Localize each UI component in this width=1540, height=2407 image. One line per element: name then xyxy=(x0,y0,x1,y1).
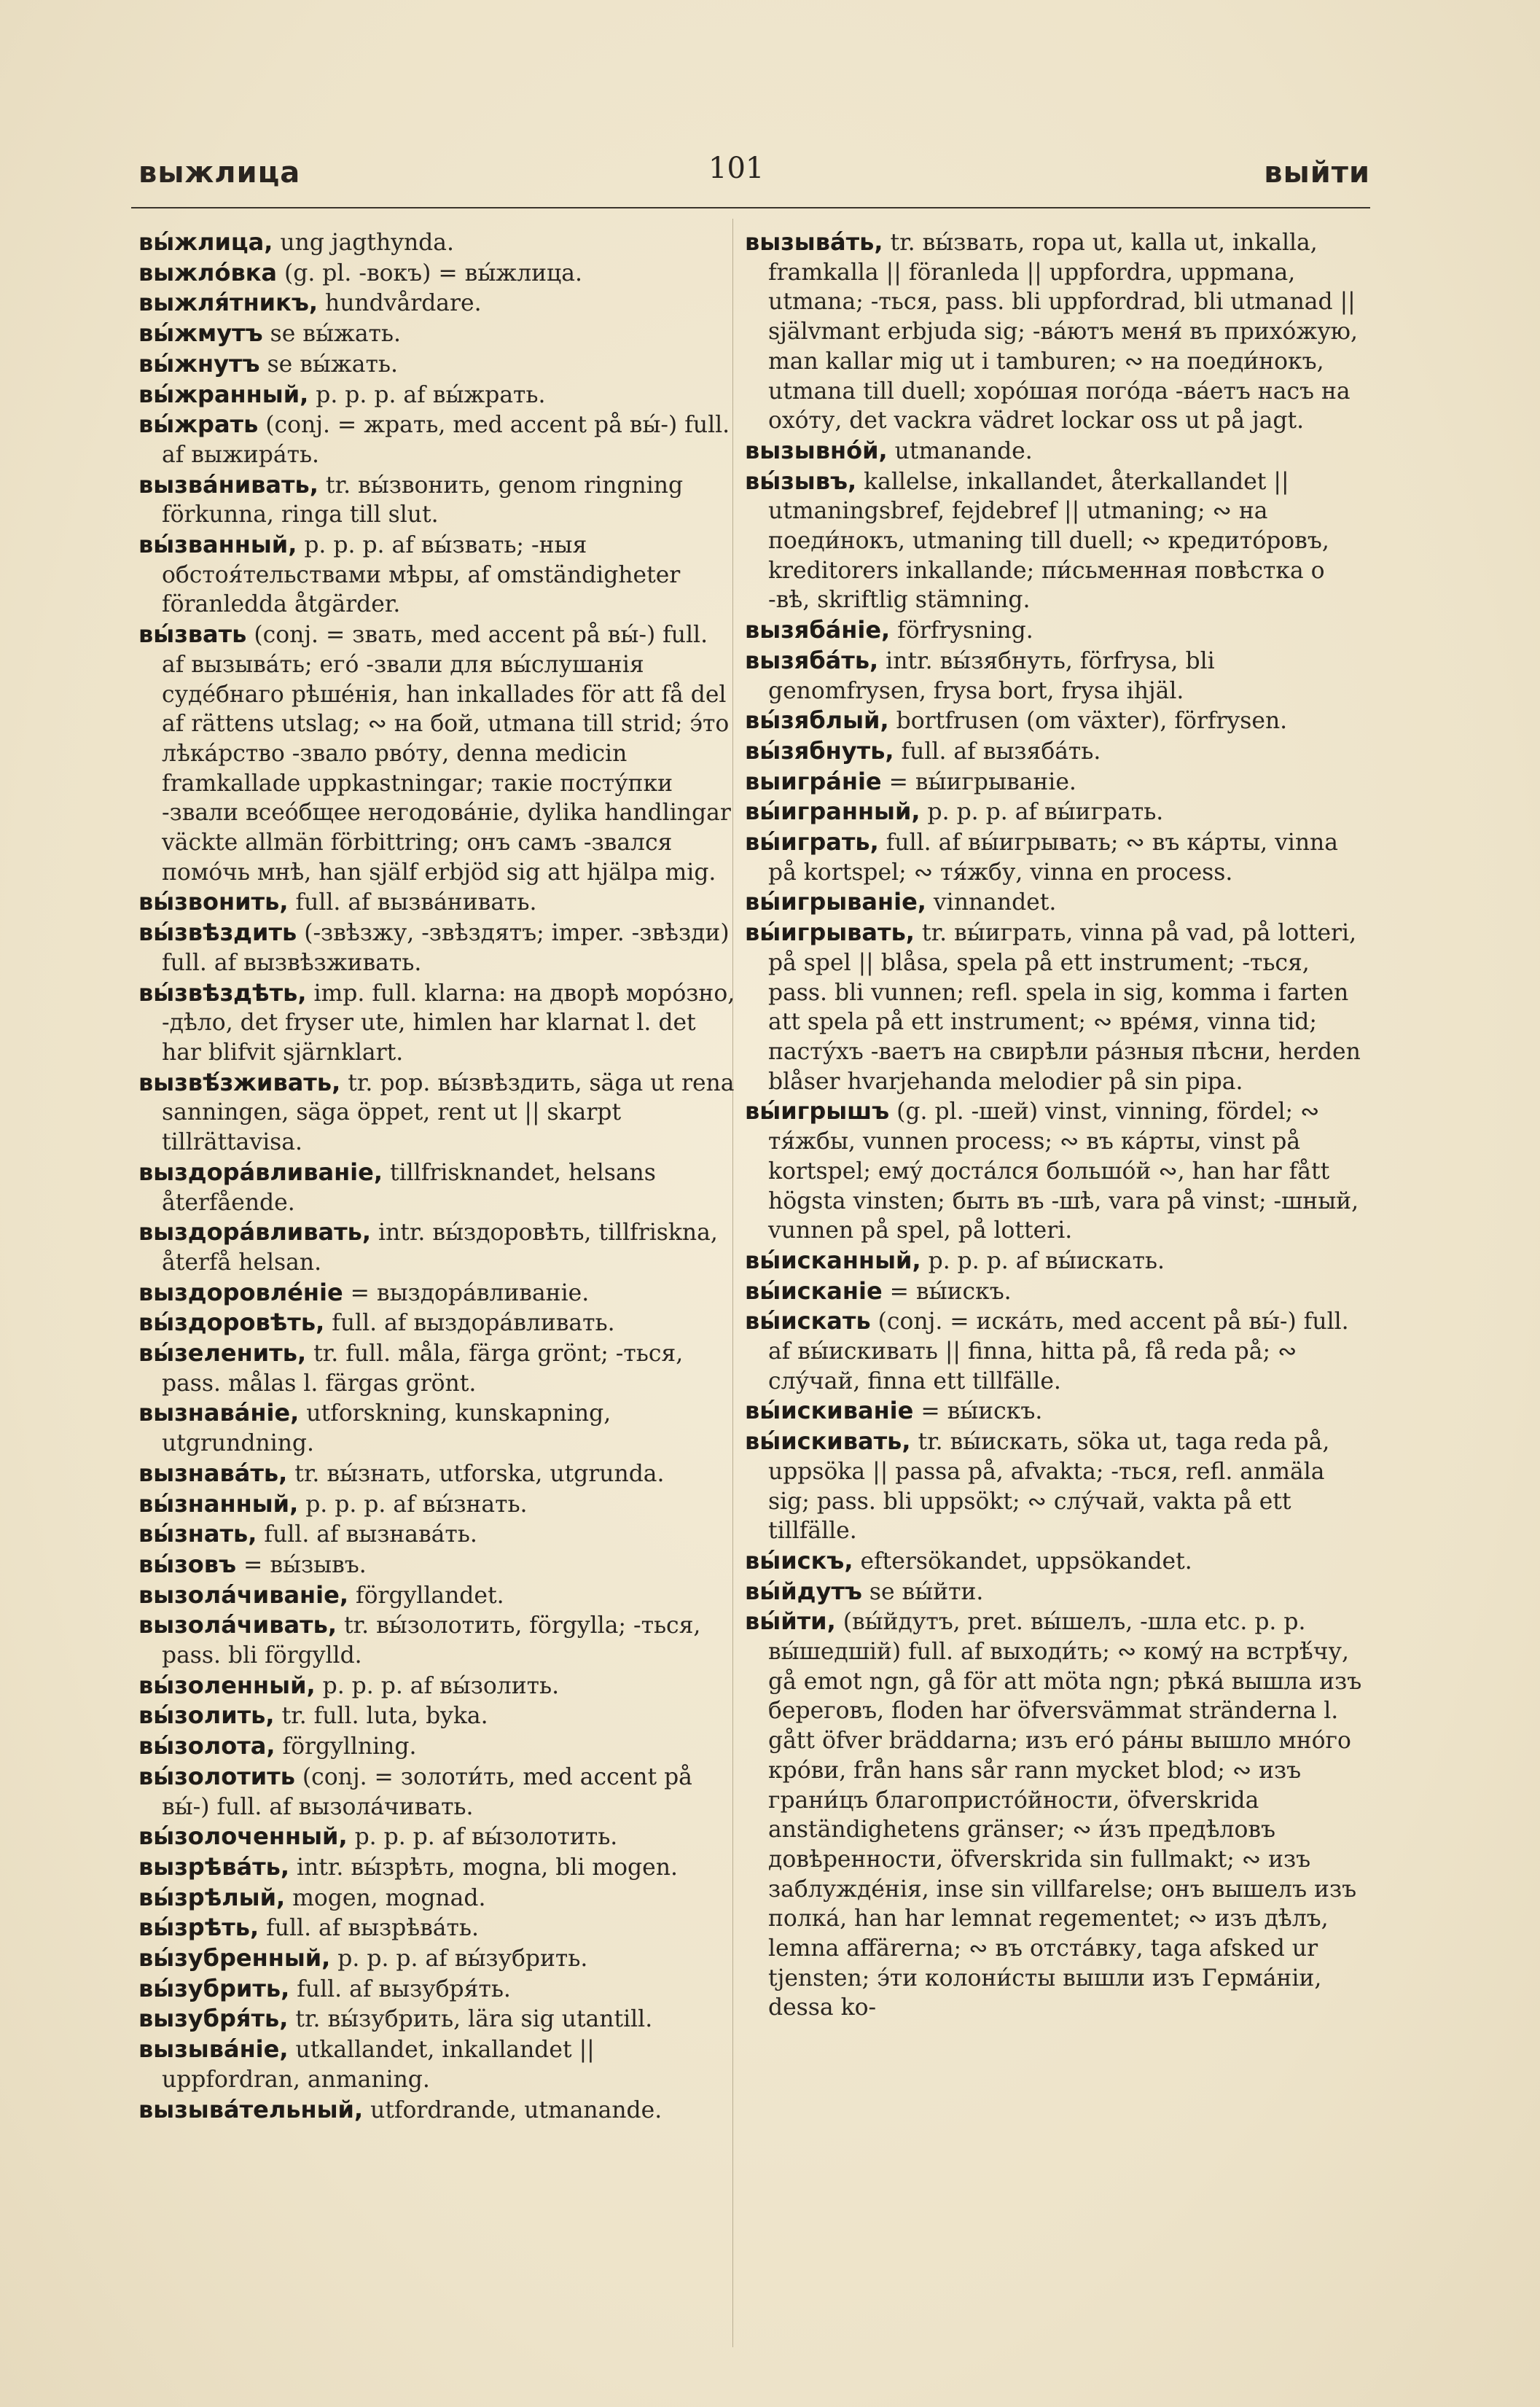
dictionary-entry xyxy=(138,1974,736,2005)
entry-definition: tillfrisknandet, helsans återfående. xyxy=(162,1159,656,1216)
entry-definition: = вы́зывъ. xyxy=(236,1551,367,1578)
dictionary-entry xyxy=(138,620,736,887)
entry-headword: вы́жрать xyxy=(138,410,259,439)
entry-headword: вы́йти, xyxy=(745,1607,836,1636)
entry-definition: se вы́жать. xyxy=(262,321,401,348)
entry-headword: вызрѣва́ть, xyxy=(138,1852,290,1881)
dictionary-entry xyxy=(745,436,1372,467)
entry-headword: вы́званный, xyxy=(138,531,297,559)
entry-definition: imp. full. klarna: на дворѣ моро́зно, -дѣло, det fryser ute, himlen har klarnat l. det har blifvit sjärnklart. xyxy=(162,980,735,1066)
dictionary-entry xyxy=(138,410,736,469)
entry-headword: вызыва́ть, xyxy=(745,228,883,256)
dictionary-entry xyxy=(138,887,736,918)
dictionary-entry xyxy=(138,227,736,258)
dictionary-entry xyxy=(138,1943,736,1974)
entry-definition: p. p. p. af вы́жрать. xyxy=(308,381,546,408)
entry-definition: tr. вы́золотить, förgylla; -ться, pass. bli förgylld. xyxy=(162,1612,701,1669)
entry-headword: вы́зяблый, xyxy=(745,706,889,735)
dictionary-entry xyxy=(138,1158,736,1217)
dictionary-entry xyxy=(138,1278,736,1308)
dictionary-entry xyxy=(745,918,1372,1096)
entry-headword: выздора́вливаніе, xyxy=(138,1158,383,1186)
entry-headword: вы́зрѣть, xyxy=(138,1913,259,1942)
dictionary-entry xyxy=(138,978,736,1068)
entry-definition: ung jagthynda. xyxy=(273,230,454,256)
dictionary-entry xyxy=(745,706,1372,736)
entry-headword: выжля́тникъ, xyxy=(138,289,318,317)
dictionary-entry xyxy=(138,1308,736,1338)
entry-headword: вы́игранный, xyxy=(745,797,921,826)
entry-definition: (-звѣзжу, -звѣздятъ; imper. -звѣзди) full. af вызвѣзживать. xyxy=(162,920,730,976)
entry-headword: вы́игрышъ xyxy=(745,1097,890,1126)
entry-headword: вы́знать, xyxy=(138,1520,257,1548)
dictionary-entry xyxy=(138,1217,736,1277)
entry-definition: tr. pop. вы́звѣздить, säga ut rena sanningen, säga öppet, rent ut || skarpt tillrättavisa. xyxy=(162,1069,735,1156)
entry-headword: вы́зубрить, xyxy=(138,1974,290,2002)
entry-definition: kallelse, inkallandet, återkallandet || utmaningsbref, fejdebref || utmaning; ∾ на поеди́нокъ, utmaning till duell; ∾ кредито́ровъ, kreditorers inkallande; пи́сьменная повѣстка о -вѣ, skriftlig stämning. xyxy=(768,468,1329,614)
entry-headword: вы́зеленить, xyxy=(138,1339,307,1368)
entry-headword: вы́йдутъ xyxy=(745,1577,862,1605)
entry-headword: выздора́вливать, xyxy=(138,1218,371,1247)
entry-definition: full. af вызрѣва́ть. xyxy=(259,1915,479,1942)
entry-headword: вы́играть, xyxy=(745,828,879,857)
entry-headword: выздоровлéніе xyxy=(138,1278,343,1306)
entry-definition: bortfrusen (om växter), förfrysen. xyxy=(888,708,1288,735)
dictionary-entry xyxy=(138,1671,736,1701)
dictionary-entry xyxy=(138,1610,736,1670)
entry-headword: вы́жранный, xyxy=(138,380,309,408)
entry-definition: förgyllning. xyxy=(275,1733,417,1760)
dictionary-entry xyxy=(138,1398,736,1458)
dictionary-entry xyxy=(745,1246,1372,1276)
entry-headword: вы́золить, xyxy=(138,1701,275,1730)
dictionary-entry xyxy=(138,380,736,410)
entry-definition: tr. full. måla, färga grönt; -ться, pass. målas l. färgas grönt. xyxy=(162,1341,684,1397)
entry-headword: вызола́чиваніе, xyxy=(138,1580,348,1609)
entry-definition: (conj. = золоти́ть, med accent på вы́-) full. af вызола́чивать. xyxy=(162,1763,692,1820)
entry-headword: вы́игрываніе, xyxy=(745,888,926,916)
entry-headword: вы́жнутъ xyxy=(138,349,260,378)
entry-definition: tr. вы́звонить, genom ringning förkunna, ringa till slut. xyxy=(162,472,684,528)
entry-definition: p. p. p. af вы́золить. xyxy=(315,1672,560,1699)
entry-definition: utforskning, kunskapning, utgrundning. xyxy=(162,1400,611,1457)
header-rule xyxy=(131,207,1370,208)
entry-definition: vinnandet. xyxy=(926,889,1057,916)
entry-definition: intr. вы́зябнуть, förfrysa, bli genomfrysen, frysa bort, frysa ihjäl. xyxy=(768,647,1215,704)
dictionary-entry xyxy=(138,1550,736,1580)
entry-definition: se вы́жать. xyxy=(259,351,398,378)
entry-headword: вы́искать xyxy=(745,1307,871,1335)
entry-headword: вы́игрывать, xyxy=(745,918,915,947)
entry-definition: (вы́йдутъ, pret. вы́шелъ, -шла etc. p. p. вы́шедшій) full. af выходи́ть; ∾ кому́ на встрѣ́чу, gå emot ngn, gå för att möta ngn; рѣка́ вышла изъ береговъ, floden har öfversvämmat stränderna l. gått öfver bräddarna; изъ его́ ра́ны вышло мно́го кро́ви, från hans sår rann mycket blod; ∾ изъ грани́цъ благопристо́йности, öfverskrida anständighetens gränser; ∾ и́зъ предѣловъ довѣренности, öfverskrida sin fullmakt; ∾ изъ заблужде́нія, inse sin villfarelse; онъ вышелъ изъ полка́, han har lemnat regementet; ∾ изъ дѣлъ, lemna affärerna; ∾ въ отста́вку, taga afsked ur tjensten; э́ти колони́сты вышли изъ Герма́ніи, dessa ko- xyxy=(768,1609,1362,2021)
entry-definition: tr. вы́играть, vinna på vad, på lotteri, på spel || blåsa, spela på ett instrument; -ться, pass. bli vunnen; refl. spela in sig, komma i farten att spela på ett instrument; ∾ вре́мя, vinna tid; пасту́хъ -ваетъ на свирѣли ра́зныя пѣсни, herden blåser hvarjehanda melodier på sin pipa. xyxy=(768,920,1361,1095)
entry-headword: вы́жлица, xyxy=(138,228,273,256)
entry-headword: вы́звѣздѣть, xyxy=(138,978,307,1007)
entry-definition: full. af вызяба́ть. xyxy=(894,738,1101,765)
dictionary-entry xyxy=(138,1731,736,1762)
dictionary-entry xyxy=(138,1701,736,1731)
entry-headword: вызыва́тельный, xyxy=(138,2095,364,2123)
entry-headword: вызва́нивать, xyxy=(138,470,318,499)
entry-headword: вы́зовъ xyxy=(138,1550,237,1578)
entry-headword: вы́зубренный, xyxy=(138,1944,331,1973)
dictionary-entry xyxy=(138,319,736,349)
dictionary-entry xyxy=(745,797,1372,827)
entry-definition: hundvårdare. xyxy=(318,290,482,317)
entry-definition: (conj. = иска́ть, med accent på вы́-) full. af вы́искивать || finna, hitta på, få reda på; ∾ слу́чай, finna ett tillfälle. xyxy=(768,1308,1349,1394)
page-number: 101 xyxy=(708,152,765,185)
dictionary-entry xyxy=(138,470,736,530)
entry-definition: (conj. = жрать, med accent på вы́-) full. af выжира́ть. xyxy=(162,412,730,468)
dictionary-entry xyxy=(138,1883,736,1913)
entry-headword: вызяба́ніе, xyxy=(745,616,891,644)
page-header xyxy=(131,152,1370,207)
entry-definition: p. p. p. af вы́играть. xyxy=(920,799,1164,826)
dictionary-entry xyxy=(745,827,1372,887)
entry-headword: вызыва́ніе, xyxy=(138,2035,289,2064)
entry-headword: вы́зрѣлый, xyxy=(138,1883,286,1911)
dictionary-entry xyxy=(138,349,736,380)
dictionary-entry xyxy=(745,615,1372,646)
dictionary-entry xyxy=(138,258,736,289)
dictionary-entry xyxy=(745,646,1372,706)
entry-definition: förgyllandet. xyxy=(348,1582,504,1609)
entry-definition: utmanande. xyxy=(887,437,1033,464)
entry-headword: вызнава́ніе, xyxy=(138,1399,300,1427)
dictionary-entry xyxy=(745,1546,1372,1577)
entry-definition: förfrysning. xyxy=(890,617,1033,644)
entry-headword: вызубря́ть, xyxy=(138,2005,289,2033)
entry-definition: intr. вы́зрѣть, mogna, bli mogen. xyxy=(289,1854,678,1881)
dictionary-entry xyxy=(138,1822,736,1852)
entry-definition: tr. вы́зубрить, lära sig utantill. xyxy=(288,2006,653,2033)
dictionary-entry xyxy=(745,1577,1372,1607)
entry-definition: full. af вы́игрывать; ∾ въ ка́рты, vinna på kortspel; ∾ тя́жбу, vinna en process. xyxy=(768,830,1338,886)
entry-headword: вы́зябнуть, xyxy=(745,736,894,765)
entry-headword: вы́искиваніе xyxy=(745,1397,914,1425)
entry-headword: вызывно́й, xyxy=(745,436,888,464)
entry-definition: eftersökandet, uppsökandet. xyxy=(853,1548,1192,1575)
entry-definition: full. af выздора́вливать. xyxy=(324,1310,615,1337)
dictionary-entry xyxy=(138,1068,736,1158)
entry-definition: = выздора́вливаніе. xyxy=(343,1279,590,1306)
entry-headword: вы́зывъ, xyxy=(745,467,857,495)
entry-definition: (g. pl. -вокъ) = вы́жлица. xyxy=(277,260,582,286)
entry-headword: вызвѣ́зживать, xyxy=(138,1068,341,1096)
entry-definition: intr. вы́здоровѣть, tillfriskna, återfå helsan. xyxy=(162,1220,718,1276)
entry-headword: вызнава́ть, xyxy=(138,1459,288,1487)
dictionary-entry xyxy=(745,1427,1372,1546)
entry-headword: вы́исканіе xyxy=(745,1276,883,1305)
entry-headword: вы́золотить xyxy=(138,1762,295,1790)
dictionary-entry xyxy=(138,1459,736,1489)
entry-definition: = вы́искъ. xyxy=(913,1398,1043,1425)
entry-definition: (g. pl. -шей) vinst, vinning, fördel; ∾ тя́жбы, vunnen process; ∾ въ ка́рты, vinst på kortspel; ему́ доста́лся большо́й ∾, han har fått högsta vinsten; быть въ -шѣ, vara på vinst; -шный, vunnen på spel, på lotteri. xyxy=(768,1099,1359,1244)
entry-definition: full. af вызва́нивать. xyxy=(288,889,537,916)
dictionary-entry xyxy=(745,1276,1372,1307)
right-column xyxy=(745,227,1372,2349)
entry-definition: p. p. p. af вы́искать. xyxy=(921,1247,1165,1274)
entry-headword: вызола́чивать, xyxy=(138,1611,337,1639)
entry-headword: вы́золенный, xyxy=(138,1671,316,1699)
entry-definition: utkallandet, inkallandet || uppfordran, anmaning. xyxy=(162,2037,595,2093)
dictionary-entry xyxy=(138,918,736,978)
dictionary-entry xyxy=(138,2004,736,2035)
entry-headword: вы́здоровѣть, xyxy=(138,1308,325,1337)
entry-headword: вы́золота, xyxy=(138,1732,275,1760)
entry-headword: вы́жмутъ xyxy=(138,319,263,348)
dictionary-entry xyxy=(138,1852,736,1883)
entry-definition: p. p. p. af вы́звать; -ныя обстоя́тельствами мѣры, af omständigheter föranledda åtgärder. xyxy=(162,532,681,618)
entry-definition: se вы́йти. xyxy=(861,1578,984,1605)
entry-headword: выжло́вка xyxy=(138,258,278,286)
dictionary-entry xyxy=(745,1607,1372,2023)
dictionary-entry xyxy=(138,1519,736,1550)
entry-definition: (conj. = звать, med accent på вы́-) full. af вызыва́ть; его́ -звали для вы́слушанія судéбнаго рѣшéнія, han inkallades för att få del af rättens utslag; ∾ на бой, utmana till strid; э́то лѣка́рство -звало рво́ту, denna medicin framkallade uppkastningar; такіе посту́пки -звали всеóбщее негодова́ніе, dylika handlingar väckte allmän förbittring; онъ самъ -звался помо́чь мнѣ, han själf erbjöd sig att hjälpa mig. xyxy=(162,622,731,886)
dictionary-entry xyxy=(745,227,1372,436)
entry-definition: tr. вы́знать, utforska, utgrunda. xyxy=(287,1460,665,1487)
entry-headword: вы́золоченный, xyxy=(138,1822,348,1851)
dictionary-entry xyxy=(745,1396,1372,1427)
entry-definition: tr. вы́звать, ropa ut, kalla ut, inkalla, framkalla || föranleda || uppfordra, uppmana, utmana; -ться, pass. bli uppfordrad, bli utmanad || självmant erbjuda sig; -ва́ютъ меня́ въ прихо́жую, man kallar mig ut i tamburen; ∾ на поеди́нокъ, utmana till duell; хоро́шая пого́да -ва́етъ насъ на охо́ту, det vackra vädret lockar oss ut på jagt. xyxy=(768,230,1358,434)
entry-headword: вы́искивать, xyxy=(745,1427,911,1456)
entry-definition: p. p. p. af вы́зубрить. xyxy=(330,1946,588,1973)
dictionary-entry xyxy=(745,887,1372,918)
entry-headword: вызяба́ть, xyxy=(745,646,879,674)
entry-definition: utfordrande, utmanande. xyxy=(363,2096,662,2123)
entry-definition: full. af вызубря́ть. xyxy=(289,1975,511,2002)
entry-definition: tr. full. luta, byka. xyxy=(274,1703,488,1730)
dictionary-entry xyxy=(138,530,736,620)
left-column xyxy=(138,227,736,2349)
dictionary-entry xyxy=(138,1913,736,1943)
dictionary-entry xyxy=(745,1096,1372,1246)
header-left-word: выжлица xyxy=(138,156,301,190)
entry-definition: = вы́игрываніе. xyxy=(881,768,1076,795)
entry-headword: вы́знанный, xyxy=(138,1489,299,1518)
entry-definition: tr. вы́искать, söka ut, taga reda på, uppsöka || passa på, afvakta; -ться, refl. anmäla sig; pass. bli uppsökt; ∾ слу́чай, vakta på ett tillfälle. xyxy=(768,1429,1330,1545)
dictionary-entry xyxy=(138,1762,736,1822)
entry-definition: mogen, mognad. xyxy=(285,1884,486,1911)
dictionary-entry xyxy=(745,767,1372,797)
entry-definition: p. p. p. af вы́знать. xyxy=(298,1491,528,1518)
dictionary-entry xyxy=(138,2035,736,2094)
entry-headword: вы́исканный, xyxy=(745,1246,921,1274)
dictionary-entry xyxy=(138,288,736,319)
dictionary-entry xyxy=(138,1338,736,1398)
entry-headword: вы́искъ, xyxy=(745,1546,853,1575)
entry-headword: вы́звѣздить xyxy=(138,918,297,947)
entry-headword: вы́звонить, xyxy=(138,888,289,916)
entry-headword: выигра́ніе xyxy=(745,767,882,795)
header-right-word: выйти xyxy=(1264,156,1370,190)
dictionary-entry xyxy=(138,1580,736,1611)
entry-definition: full. af вызнава́ть. xyxy=(257,1521,477,1548)
dictionary-entry xyxy=(745,467,1372,616)
dictionary-entry xyxy=(138,1489,736,1520)
dictionary-entry xyxy=(745,736,1372,767)
dictionary-entry xyxy=(138,2095,736,2126)
entry-headword: вы́звать xyxy=(138,620,247,649)
entry-definition: p. p. p. af вы́золотить. xyxy=(347,1824,618,1851)
dictionary-entry xyxy=(745,1306,1372,1396)
entry-definition: = вы́искъ. xyxy=(882,1278,1012,1305)
